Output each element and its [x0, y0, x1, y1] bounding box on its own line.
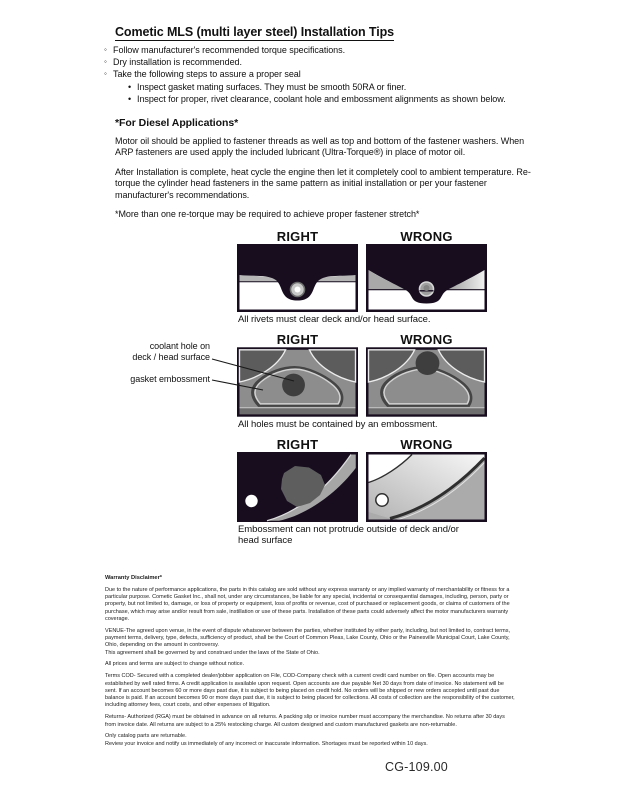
right-label: RIGHT	[276, 229, 319, 244]
diagram-headers	[237, 229, 487, 244]
list-item-text: Inspect for proper, rivet clearance, coolant hole and embossment alignments as shown below.	[137, 93, 506, 104]
diagram-row-rivets	[237, 229, 487, 325]
list-item	[128, 93, 544, 105]
diagram-headers	[237, 437, 487, 452]
embossment-wrong-diagram	[366, 347, 487, 417]
installation-tips-list	[104, 44, 544, 105]
diagram-caption: All rivets must clear deck and/or head surface.	[238, 314, 431, 325]
list-item-text: Dry installation is recommended.	[113, 57, 242, 68]
disclaimer-paragraph: Due to the nature of performance applications, the parts in this catalog are sold without any express warranty or any implied warranty of merchantability or fitness for a particular purpose. Cometic Gasket Inc., shall not, under any circumstances, be liable for any special, incidental or consequential damages, including, person, party or property, but not limited to, damage, or loss of property or equipment, loss of profits or revenue, cost of purchased or replacement goods, or claims of customers of the purchase, which may arise and/or result from sale, instillation or use of these parts. Installation of these parts could adversely affect the motor manufacturers warranty coverage.	[105, 586, 510, 622]
disclaimer-paragraph: VENUE-The agreed upon venue, in the event of dispute whatsoever between the parties, whether instituted by either party, including, but not limited to, contract terms, payment terms, delivery, type, defects, sufficiency of product, shall be the Court of Common Pleas, Lake County, Ohio or the Painesville Municipal Court, Lake County, Ohio, depending on the amount in controversy. This agreement shall be governed by and construed under the laws of the State of Ohio.	[105, 627, 510, 656]
disclaimer-paragraph: Returns- Authorized (RGA) must be obtained in advance on all returns. A packing slip or invoice number must accompany the merchandise. No returns after 30 days from invoice date. All returns are subject to a 25% restocking charge. All custom designed and custom manufactured gaskets are non-returnable.	[105, 714, 505, 728]
coolant-hole-icon	[416, 351, 440, 375]
bolt-hole-icon	[376, 494, 388, 506]
bullet-marker: •	[128, 81, 132, 92]
warranty-disclaimer	[105, 575, 517, 752]
bolt-hole-icon	[245, 495, 257, 507]
diagram-row-protrusion	[237, 437, 487, 546]
list-item	[104, 44, 544, 56]
list-item-text: Inspect gasket mating surfaces. They must be smooth 50RA or finer.	[137, 81, 407, 92]
list-item	[104, 68, 544, 80]
disclaimer-paragraph: Only catalog parts are returnable. Review your invoice and notify us immediately of any incorrect or inaccurate information. Shortages must be reported within 10 days.	[105, 733, 428, 747]
section-heading: *For Diesel Applications*	[115, 117, 239, 129]
wrong-label: WRONG	[400, 332, 453, 347]
right-label: RIGHT	[276, 437, 319, 452]
list-item-text: Follow manufacturer's recommended torque specifications.	[113, 45, 346, 55]
page-title	[115, 23, 394, 41]
right-label: RIGHT	[276, 332, 319, 347]
diagram-section	[237, 229, 487, 553]
paragraph: *More than one re-torque may be required to achieve proper fastener stretch*	[115, 209, 420, 219]
diagram-headers	[237, 332, 487, 347]
disclaimer-paragraph: Terms COD- Secured with a completed dealer/jobber application on File, COD-Company check with a current credit card number on file. Open accounts may be established by well rated firms. A credit application is available upon request. Open accounts are due payable Net 30 days from date of invoice. No statement will be sent. If an account becomes 60 or more days past due, it is subject to being placed on credit hold. No orders will be shipped or new orders accepted until past due balance is paid. If an account becomes 90 or more days past due, it is subject to being placed for collections. All costs of collection are the responsibility of the customer, including attorney fees, court costs, and other expenses of litigation.	[105, 673, 515, 709]
diagram-caption: Embossment can not protrude outside of deck and/or head surface	[238, 524, 459, 546]
rivet-wrong-diagram	[366, 244, 487, 312]
list-item-text: Take the following steps to assure a proper seal	[113, 69, 301, 80]
bullet-marker: ◦	[104, 45, 107, 54]
wrong-label: WRONG	[400, 229, 453, 244]
protrusion-wrong-diagram	[366, 452, 487, 522]
diagram-row-holes	[237, 332, 487, 430]
bullet-marker: •	[128, 93, 132, 104]
bullet-marker: ◦	[104, 69, 107, 79]
page-title-text: Cometic MLS (multi layer steel) Installation Tips	[115, 25, 394, 39]
embossment-right-diagram	[237, 347, 358, 417]
diesel-applications-section	[115, 118, 539, 229]
disclaimer-heading: Warranty Disclaimer*	[105, 575, 163, 581]
catalog-page-code: CG-109.00	[385, 760, 448, 774]
diagram-caption: All holes must be contained by an embossment.	[238, 419, 438, 430]
gasket-embossment-annotation: gasket embossment	[130, 374, 210, 384]
coolant-hole-annotation: coolant hole on deck / head surface	[132, 341, 210, 362]
list-item	[104, 56, 544, 68]
coolant-hole-icon	[282, 374, 305, 397]
wrong-label: WRONG	[400, 437, 453, 452]
disclaimer-paragraph: All prices and terms are subject to change without notice.	[105, 661, 245, 668]
protrusion-right-diagram	[237, 452, 358, 522]
paragraph: Motor oil should be applied to fastener threads as well as top and bottom of the fastener washers. When ARP fasteners are used apply the included lubricant (Ultra-Torque®) in place of motor oil.	[115, 135, 525, 157]
list-item	[128, 81, 544, 93]
paragraph: After Installation is complete, heat cycle the engine then let it completely cool to ambient temperature. Re-torque the cylinder head fasteners in the same pattern as initial installation or per your fastener manufacturer's recommendations.	[115, 166, 531, 200]
bullet-marker: ◦	[104, 57, 107, 67]
rivet-right-diagram	[237, 244, 358, 312]
